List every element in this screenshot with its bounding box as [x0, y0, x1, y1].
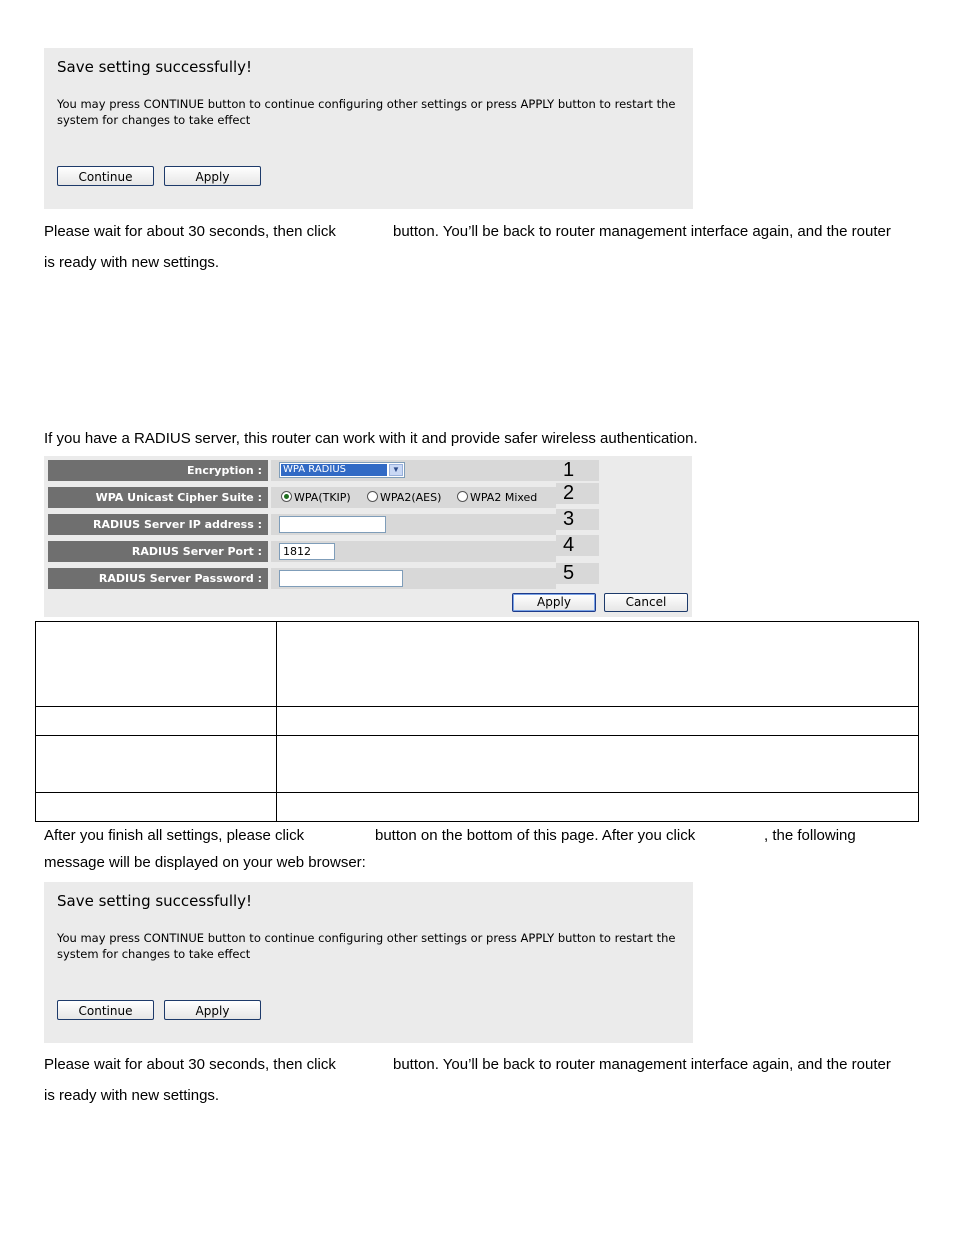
radius-port-value-cell: [271, 541, 556, 562]
form-cancel-button[interactable]: Cancel: [604, 593, 688, 612]
radio-icon: [457, 491, 468, 502]
callout-number: 1: [556, 460, 599, 481]
apply-button[interactable]: Apply: [164, 166, 261, 186]
table-cell: [277, 707, 919, 736]
radio-icon: [367, 491, 378, 502]
radio-wpa2-aes[interactable]: WPA2(AES): [367, 491, 441, 504]
table-row: [36, 736, 919, 793]
panel-title: Save setting successfully!: [57, 58, 253, 76]
continue-button[interactable]: Continue: [57, 166, 154, 186]
wait-text-line2: is ready with new settings.: [44, 1087, 220, 1104]
callout-number: 2: [556, 483, 599, 504]
after-text-line2: message will be displayed on your web browser:: [44, 854, 366, 871]
cipher-suite-label: WPA Unicast Cipher Suite :: [48, 487, 268, 508]
table-cell: [36, 707, 277, 736]
radius-ip-label: RADIUS Server IP address :: [48, 514, 268, 535]
wait-text-line2: is ready with new settings.: [44, 254, 220, 271]
table-row: [36, 622, 919, 707]
radius-settings-form: [44, 456, 692, 617]
table-cell: [277, 622, 919, 707]
radius-port-input[interactable]: 1812: [279, 543, 335, 560]
table-cell: [36, 736, 277, 793]
encryption-selected-value: WPA RADIUS: [281, 464, 387, 476]
continue-button[interactable]: Continue: [57, 1000, 154, 1020]
description-table: [35, 621, 919, 822]
wait-text-line1b: button. You’ll be back to router management interface again, and the router: [393, 223, 891, 240]
radio-wpa-tkip[interactable]: WPA(TKIP): [281, 491, 351, 504]
table-cell: [277, 736, 919, 793]
encryption-label: Encryption :: [48, 460, 268, 481]
radius-ip-input[interactable]: [279, 516, 386, 533]
wait-text-line1a: Please wait for about 30 seconds, then click: [44, 1056, 336, 1073]
wait-text-line1b: button. You’ll be back to router management interface again, and the router: [393, 1056, 891, 1073]
radius-password-value-cell: [271, 568, 556, 589]
table-row: [36, 793, 919, 822]
radius-port-label: RADIUS Server Port :: [48, 541, 268, 562]
wait-text-line1a: Please wait for about 30 seconds, then click: [44, 223, 336, 240]
callout-number: 4: [556, 535, 599, 556]
panel-title: Save setting successfully!: [57, 892, 253, 910]
radius-password-label: RADIUS Server Password :: [48, 568, 268, 589]
callout-number: 5: [556, 563, 599, 584]
table-row: [36, 707, 919, 736]
radio-wpa2-mixed[interactable]: WPA2 Mixed: [457, 491, 537, 504]
panel-message: You may press CONTINUE button to continue configuring other settings or press APPLY button to restart the system for changes to take effect: [57, 97, 676, 127]
save-success-panel-top: [44, 48, 693, 209]
table-cell: [36, 622, 277, 707]
chevron-down-icon[interactable]: ▼: [389, 464, 403, 476]
encryption-select[interactable]: [279, 462, 405, 478]
save-success-panel-bottom: [44, 882, 693, 1043]
callout-number: 3: [556, 509, 599, 530]
after-text-line1b: button on the bottom of this page. After you click: [375, 827, 696, 844]
radius-ip-value-cell: [271, 514, 556, 535]
form-apply-button[interactable]: Apply: [512, 593, 596, 612]
radius-intro-text: If you have a RADIUS server, this router can work with it and provide safer wireless authentication.: [44, 430, 698, 447]
after-text-line1c: , the following: [764, 827, 856, 844]
table-cell: [36, 793, 277, 822]
apply-button[interactable]: Apply: [164, 1000, 261, 1020]
radius-password-input[interactable]: [279, 570, 403, 587]
table-cell: [277, 793, 919, 822]
encryption-value-cell: [271, 460, 556, 481]
panel-message: You may press CONTINUE button to continue configuring other settings or press APPLY button to restart the system for changes to take effect: [57, 931, 676, 961]
cipher-suite-value-cell: [271, 487, 556, 508]
radio-selected-icon: [281, 491, 292, 502]
after-text-line1a: After you finish all settings, please click: [44, 827, 305, 844]
